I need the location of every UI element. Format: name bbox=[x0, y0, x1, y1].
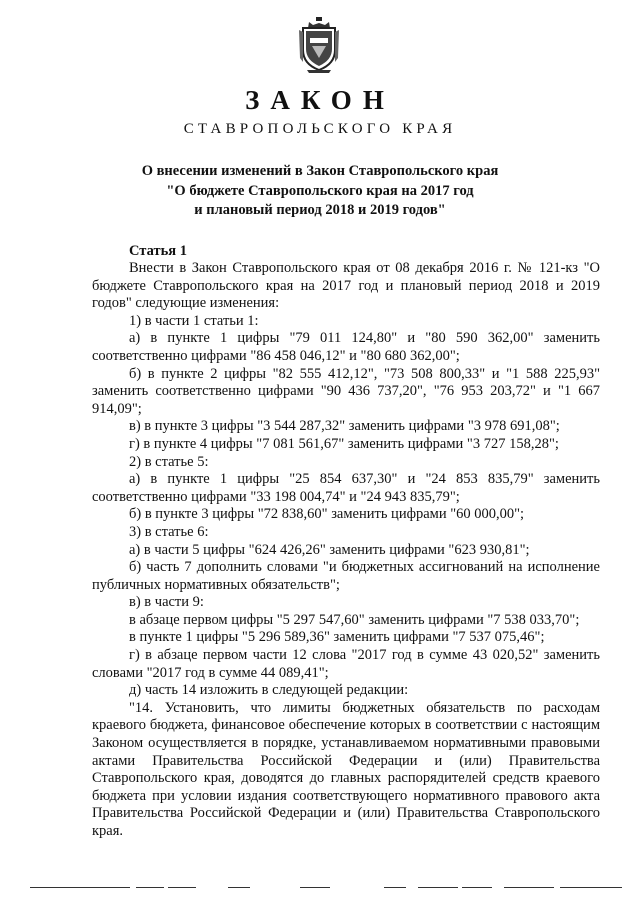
paragraph: б) в пункте 3 цифры "72 838,60" заменить цифрами "60 000,00"; bbox=[129, 506, 525, 523]
footer-line-segment bbox=[30, 887, 130, 888]
article-body bbox=[92, 260, 600, 841]
footer-line-segment bbox=[418, 887, 458, 888]
subtitle-line: "О бюджете Ставропольского края на 2017 год bbox=[166, 182, 474, 199]
footer-line-segment bbox=[228, 887, 250, 888]
paragraph: "14. Установить, что лимиты бюджетных обязательств по расходам краевого бюджета, финансовое обеспечение которых в соответствии с настоящим Законом осуществляется в порядке, устанавливаемом нормативными правовыми актами Правительства Российской Федерации и (или) Правительства Ставропольского края, доводятся до главных распорядителей средств краевого бюджета при условии издания соответствующего нормативного правового акта Правительства Российской Федерации и (или) Правительства Ставропольского края. bbox=[92, 699, 600, 839]
paragraph: 1) в части 1 статьи 1: bbox=[129, 312, 259, 329]
footer-line-segment bbox=[168, 887, 196, 888]
region-title: СТАВРОПОЛЬСКОГО КРАЯ bbox=[183, 121, 457, 137]
footer-rule bbox=[0, 883, 640, 893]
paragraph: г) в абзаце первом части 12 слова "2017 год в сумме 43 020,52" заменить словами "2017 год в сумме 44 089,41"; bbox=[92, 647, 600, 681]
paragraph: в абзаце первом цифры "5 297 547,60" заменить цифрами "7 538 033,70"; bbox=[129, 611, 580, 628]
paragraph: г) в пункте 4 цифры "7 081 561,67" заменить цифрами "3 727 158,28"; bbox=[129, 435, 559, 452]
paragraph: Внести в Закон Ставропольского края от 08 декабря 2016 г. № 121-кз "О бюджете Ставропольского края на 2017 год и плановый период 2018 и 2019 годов" следующие изменения: bbox=[92, 260, 600, 312]
document-subtitle bbox=[0, 162, 640, 221]
paragraph: в пункте 1 цифры "5 296 589,36" заменить цифрами "7 537 075,46"; bbox=[129, 629, 545, 646]
subtitle-line: О внесении изменений в Закон Ставропольского края bbox=[141, 163, 499, 179]
paragraph: а) в пункте 1 цифры "79 011 124,80" и "80 590 362,00" заменить соответственно цифрами "86 458 046,12" и "80 680 362,00"; bbox=[92, 330, 600, 364]
law-title: ЗАКОН bbox=[245, 85, 395, 115]
paragraph: а) в части 5 цифры "624 426,26" заменить цифрами "623 930,81"; bbox=[129, 541, 530, 558]
paragraph: б) часть 7 дополнить словами "и бюджетных ассигнований на исполнение публичных нормативных обязательств"; bbox=[92, 559, 600, 593]
footer-line-segment bbox=[136, 887, 164, 888]
paragraph: 2) в статье 5: bbox=[129, 453, 209, 470]
article-title: Статья 1 bbox=[129, 243, 187, 259]
paragraph: а) в пункте 1 цифры "25 854 637,30" и "24 853 835,79" заменить соответственно цифрами "33 198 004,74" и "24 943 835,79"; bbox=[92, 471, 600, 505]
footer-line-segment bbox=[384, 887, 406, 888]
footer-line-segment bbox=[504, 887, 554, 888]
footer-line-segment bbox=[300, 887, 330, 888]
footer-line-segment bbox=[560, 887, 622, 888]
footer-line-segment bbox=[462, 887, 492, 888]
paragraph: б) в пункте 2 цифры "82 555 412,12", "73 508 800,33" и "1 588 225,93" заменить соответственно цифрами "90 436 737,20", "76 953 203,72" и "1 667 914,09"; bbox=[92, 365, 600, 417]
paragraph: д) часть 14 изложить в следующей редакции: bbox=[129, 682, 409, 699]
paragraph: в) в части 9: bbox=[129, 594, 204, 611]
paragraph: 3) в статье 6: bbox=[129, 523, 209, 540]
subtitle-line: и плановый период 2018 и 2019 годов" bbox=[194, 202, 446, 218]
paragraph: в) в пункте 3 цифры "3 544 287,32" заменить цифрами "3 978 691,08"; bbox=[129, 418, 560, 435]
coat-of-arms-emblem bbox=[297, 16, 341, 74]
